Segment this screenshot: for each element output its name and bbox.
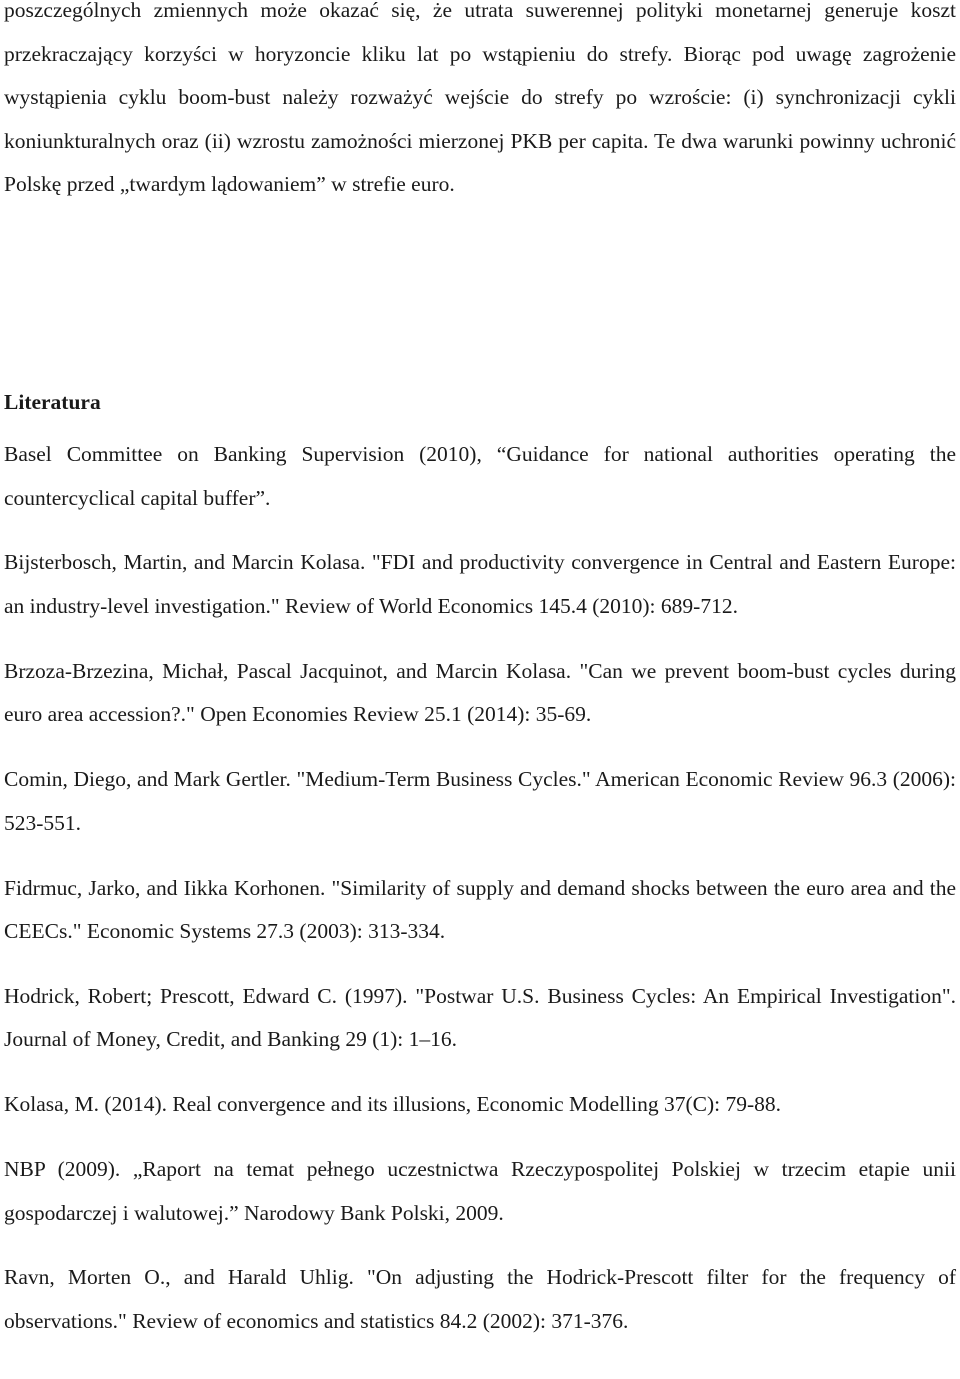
reference-item: Comin, Diego, and Mark Gertler. "Medium-Term Business Cycles." American Economic Review 96.3 (2006): 523-551. <box>4 767 956 835</box>
intro-paragraph: poszczególnych zmiennych może okazać się, że utrata suwerennej polityki monetarnej generuje koszt przekraczający korzyści w horyzoncie kliku lat po wstąpieniu do strefy. Biorąc pod uwagę zagrożenie wystąpienia cyklu boom-bust należy rozważyć wejście do strefy po wzroście: (i) synchronizacji cykli koniunkturalnych oraz (ii) wzrostu zamożności mierzonej PKB per capita. Te dwa warunki powinny uchronić Polskę przed „twardym lądowaniem” w strefie euro. <box>4 0 956 197</box>
reference-item: Ravn, Morten O., and Harald Uhlig. "On adjusting the Hodrick-Prescott filter for the frequency of observations." Review of economics and statistics 84.2 (2002): 371-376. <box>4 1265 956 1333</box>
reference-item: Basel Committee on Banking Supervision (2010), “Guidance for national authorities operating the countercyclical capital buffer”. <box>4 442 956 510</box>
reference-list <box>4 433 956 1365</box>
reference-item: NBP (2009). „Raport na temat pełnego uczestnictwa Rzeczypospolitej Polskiej w trzecim etapie unii gospodarczej i walutowej.” Narodowy Bank Polski, 2009. <box>4 1157 956 1225</box>
reference-item: Kolasa, M. (2014). Real convergence and its illusions, Economic Modelling 37(C): 79-88. <box>4 1092 782 1117</box>
section-heading: Literatura <box>4 390 101 414</box>
reference-item: Bijsterbosch, Martin, and Marcin Kolasa. "FDI and productivity convergence in Central and Eastern Europe: an industry-level investigation." Review of World Economics 145.4 (2010): 689-712. <box>4 550 956 618</box>
reference-item: Fidrmuc, Jarko, and Iikka Korhonen. "Similarity of supply and demand shocks between the euro area and the CEECs." Economic Systems 27.3 (2003): 313-334. <box>4 875 956 944</box>
reference-item: Hodrick, Robert; Prescott, Edward C. (1997). "Postwar U.S. Business Cycles: An Empirical Investigation". Journal of Money, Credit, and Banking 29 (1): 1–16. <box>4 983 956 1052</box>
reference-item: Brzoza-Brzezina, Michał, Pascal Jacquinot, and Marcin Kolasa. "Can we prevent boom-bust cycles during euro area accession?." Open Economies Review 25.1 (2014): 35-69. <box>4 658 956 727</box>
